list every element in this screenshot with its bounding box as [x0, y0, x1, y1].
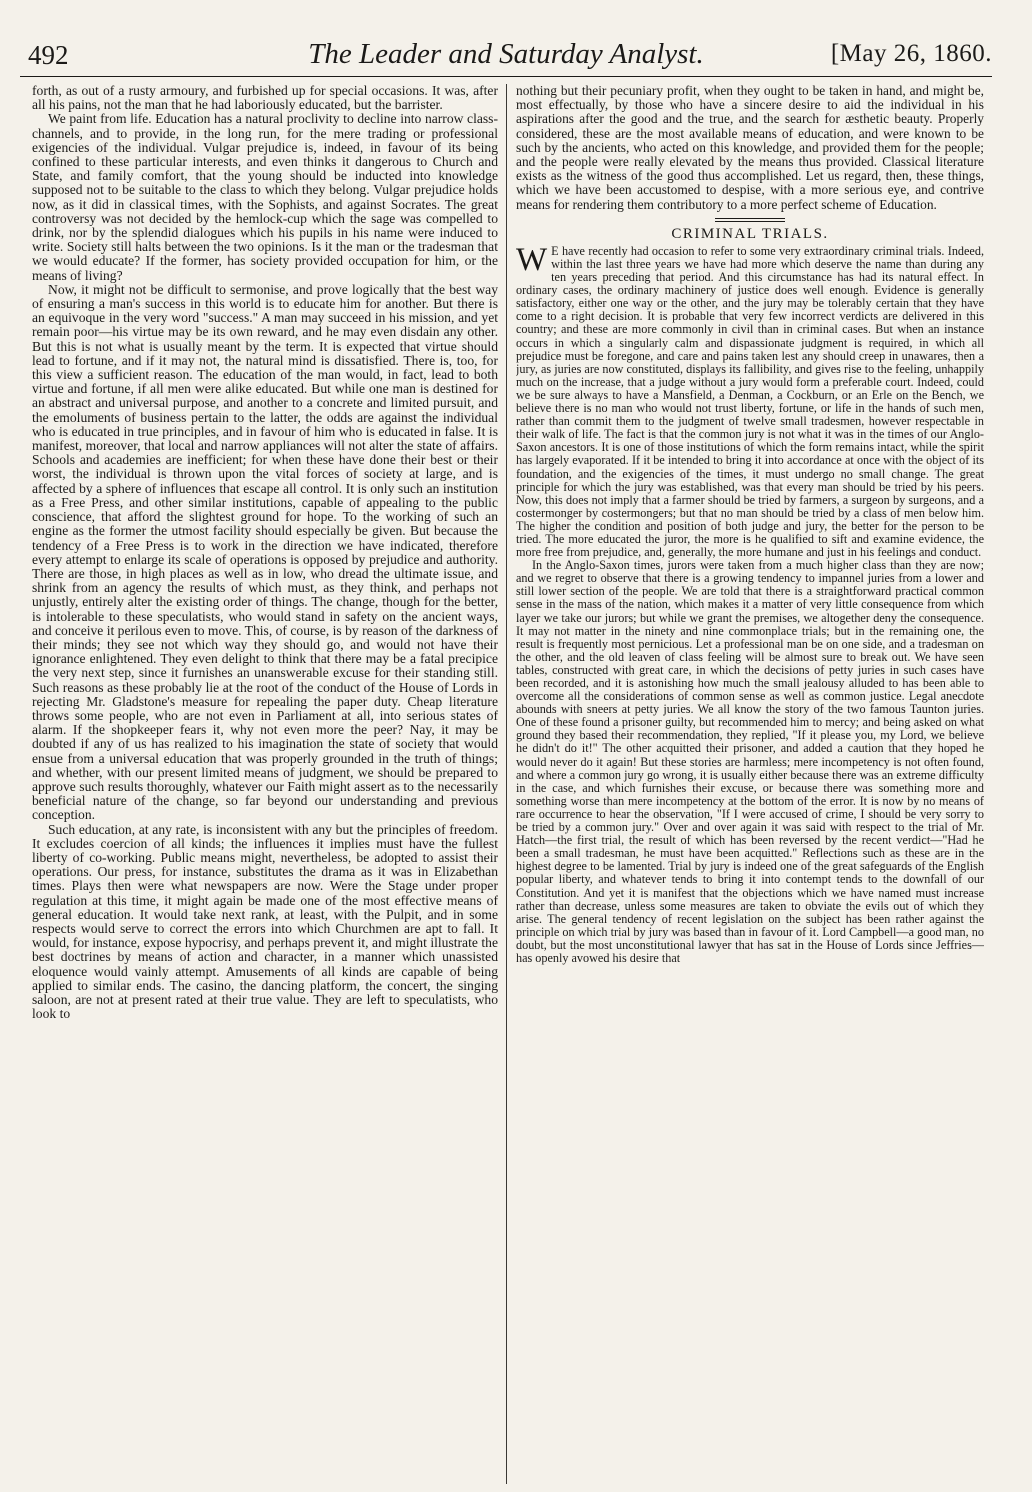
- article-paragraph: [516, 241, 984, 560]
- masthead-title: The Leader and Saturday Analyst.: [308, 38, 704, 70]
- section-title: CRIMINAL TRIALS.: [671, 225, 829, 242]
- article-paragraph: forth, as out of a rusty armoury, and furbished up for special occasions. It was, after all his pains, not the man that he had laboriously educated, but the barrister.: [32, 84, 498, 113]
- article-paragraph: In the Anglo-Saxon times, jurors were taken from a much higher class than they are now; and we regret to observe that there is a growing tendency to impannel juries from a lower and still lower section of the people. We are told that there is a straightforward practical common sense in the mass of the nation, which makes it a matter of very little consequence from which layer we take our jurors; but while we grant the premises, we altogether deny the consequence. It may not matter in the ninety and nine commonplace trials; but in the remaining one, the result is frequently most pernicious. Let a professional man be on one side, and a tradesman on the other, and the old leaven of class feeling will be almost sure to break out. We have seen tables, constructed with great care, in which the decisions of petty juries in such cases have been recorded, and it is astonishing how much the small jealousy alluded to has been able to overcome all the considerations of common sense as well as common justice. Legal anecdote abounds with sneers at petty juries. We all know the story of the two famous Taunton juries. One of these found a prisoner guilty, but recommended him to mercy; and being asked on what ground they based their recommendation, they replied, "If it please you, my Lord, we believe he didn't do it!" The other acquitted their prisoner, and added a caution that they hoped he would never do it again! But these stories are harmless; mere incompetency is not often found, and where a common jury go wrong, it is usually either because there was an extreme difficulty in the case, and which furnishes their excuse, or because there was something more and something worse than mere incompetency at the bottom of the error. It is now by no means of rare occurrence to hear the observation, "If I were accused of crime, I should be very sorry to be tried by a common jury." Over and over again it was said with respect to the trial of Mr. Hatch—the first trial, the result of which has been reversed by the recent verdict—"Had he been a small tradesman, he must have been acquitted." Reflections such as these are in the highest degree to be lamented. Trial by jury is indeed one of the great safeguards of the English popular liberty, and whatever tends to bring it into contempt tends to the downfall of our Constitution. And yet it is manifest that the objections which we have named must increase rather than decrease, unless some measures are taken to obviate the evils out of which they arise. The general tendency of recent legislation on the subject has been rather against the principle on which trial by jury was based than in favour of it. Lord Campbell—a good man, no doubt, but the most unconstitutional lawyer that has sat in the House of Lords since Jeffries—has openly avowed his desire that: [516, 558, 984, 965]
- issue-date: [May 26, 1860.: [830, 40, 992, 67]
- article-paragraph: Now, it might not be difficult to sermonise, and prove logically that the best way of ensuring a man's success in this world is to educate him for another. But there is an equivoque in the very word "success." A man may succeed in his mission, and yet remain poor—his virtue may be its own reward, and he may even disdain any other. But this is not what is usually meant by the term. It is expected that virtue should lead to fortune, and if it may not, the natural mind is dissatisfied. There is, too, for this view a sufficient reason. The education of the man would, in fact, lead to both virtue and fortune, if all men were alike educated. But while one man is destined for an abstract and universal purpose, and another to a concrete and limited pursuit, and the emoluments of business pertain to the latter, the odds are against the individual who is educated in true principles, and in favour of him who is educated in false. It is manifest, moreover, that local and narrow appliances will not alter the state of affairs. Schools and academies are inefficient; for when these have done their best or their worst, the individual is thrown upon the vital forces of society at large, and is affected by a sphere of influences that escape all control. It is only such an institution as a Free Press, and other similar institutions, capable of appealing to the public conscience, that afford the slightest ground for hope. To the working of such an engine as the former the utmost facility should especially be given. But because the tendency of a Free Press is to work in the direction we have indicated, therefore every attempt to enlarge its scale of operations is opposed by prejudice and authority. There are those, in high places as well as in low, who dread the ultimate issue, and shrink from an agency the results of which must, as they think, and perhaps not unjustly, entirely alter the existing order of things. The change, though for the better, is intolerable to these speculatists, who would stand in safety on the ancient ways, and conceive it perilous even to move. This, of course, is by reason of the darkness of their minds; they see not which way they should go, and would not have their ignorance enlightened. They even delight to think that there may be a fatal precipice the very next step, since it furnishes an unanswerable excuse for their standing still. Such reasons as these probably lie at the root of the conduct of the House of Lords in rejecting Mr. Gladstone's measure for repealing the paper duty. Cheap literature throws some people, who are not even in Parliament at all, into serious states of alarm. If the shopkeeper fears it, why not even more the peer? Nay, it may be doubted if any of us has realized to his imagination the state of society that would ensue from a universal education that was properly grounded in the truth of things; and whether, with our present limited means of judgment, we should be prepared to approve such results thoroughly, whatever our Faith might assert as to the necessarily beneficial nature of the change, so far beyond our understanding and previous conception.: [32, 281, 498, 823]
- article-paragraph: We paint from life. Education has a natural proclivity to decline into narrow class-channels, and to provide, in the long run, for the mere trading or professional exigencies of the individual. Vulgar prejudice is, indeed, in favour of its being confined to these particular interests, and even thinks it dangerous to Church and State, and family comfort, that the young should be inducted into knowledge supposed not to be suitable to the class to which they belong. Vulgar prejudice holds now, as it did in classical times, with the Sophists, and against Socrates. The great controversy was not decided by the hemlock-cup which the sage was compelled to drink, nor by the splendid dialogues which his pupils in his name were induced to write. Society still halts between the two opinions. Is it the man or the tradesman that we would educate? If the former, has society provided occupation for him, or the means of living?: [32, 111, 498, 283]
- drop-cap: W: [516, 241, 548, 278]
- article-paragraph: Such education, at any rate, is inconsistent with any but the principles of freedom. It excludes coercion of all kinds; the influences it implies must have the fullest liberty of co-working. Public means might, nevertheless, be adopted to assist their operations. Our press, for instance, substitutes the drama as it was in Elizabethan times. Plays then were what newspapers are now. Were the Stage under proper regulation at this time, it might again be made one of the most effective means of general education. It would take next rank, at least, with the Pulpit, and in some respects would serve to correct the errors into which Churchmen are apt to fall. It would, for instance, expose hypocrisy, and perhaps prevent it, and might illustrate the best doctrines by means of action and character, in a manner which unassisted eloquence would vainly attempt. Amusements of all kinds are capable of being applied to similar ends. The casino, the dancing platform, the concert, the singing saloon, are not at present rated at their true value. They are left to speculatists, who look to: [32, 821, 498, 1022]
- left-column: [32, 84, 498, 1484]
- page-number: 492: [28, 40, 69, 70]
- paragraph-text: E have recently had occasion to refer to some very extraordinary criminal trials. Indeed, within the last three years we have had more which deserve the name than during any ten years preceding that period. And this circumstance has had its natural effect. In ordinary cases, the ordinary machinery of justice does well enough. Evidence is generally satisfactory, either one way or the other, and the jury may be tolerably certain that they have come to a right decision. It is probable that very few incorrect verdicts are delivered in this country; and these are more commonly in civil than in criminal cases. But when an instance occurs in which a singularly calm and dispassionate judgment is required, in which all prejudice must be foregone, and care and pains taken lest any should creep in unawares, then a jury, as juries are now constituted, displays its fallibility, and gives rise to the feeling, unhappily much on the increase, that a judge without a jury would form a preferable court. Indeed, could we be sure always to have a Mansfield, a Denman, a Cockburn, or an Erle on the Bench, we believe there is no man who would not trust liberty, fortune, or life in the hands of such men, rather than commit them to the judgment of twelve small tradesmen, however respectable in their walk of life. The fact is that the common jury is not what it was in the times of our Anglo-Saxon ancestors. It is one of those institutions of which the form remains intact, while the spirit has largely evaporated. If it be intended to bring it into accordance at once with the object of its foundation, and the exigencies of the times, it must undergo no small change. The great principle for which the jury was established, was that every man should be tried by his peers. Now, this does not imply that a farmer should be tried by farmers, a surgeon by surgeons, and a costermonger by costermongers; but that no man should be tried by a class of men below him. The higher the condition and position of both judge and jury, the better for the person to be tried. The more educated the juror, the more is he qualified to sift and examine evidence, the more free from prejudice, and, generally, the more humane and just in his feelings and conduct.: [516, 243, 984, 560]
- page-header: [20, 36, 992, 77]
- section-divider: [715, 218, 785, 222]
- right-column: [516, 84, 984, 1484]
- article-continuation: nothing but their pecuniary profit, when they ought to be taken in hand, and might be, most effectually, by those who have a sincere desire to aid the individual in his aspirations after the good and the true, and the search for æsthetic beauty. Properly considered, these are the most available means of education, and were known to be such by the ancients, who acted on this knowledge, and provided them for the people; and the people were really elevated by the means thus provided. Classical literature exists as the witness of the good thus accomplished. Let us regard, then, these things, which we have been accustomed to despise, with a more serious eye, and contrive means for rendering them contributory to a more perfect scheme of Education.: [516, 84, 984, 212]
- column-divider: [506, 84, 507, 1484]
